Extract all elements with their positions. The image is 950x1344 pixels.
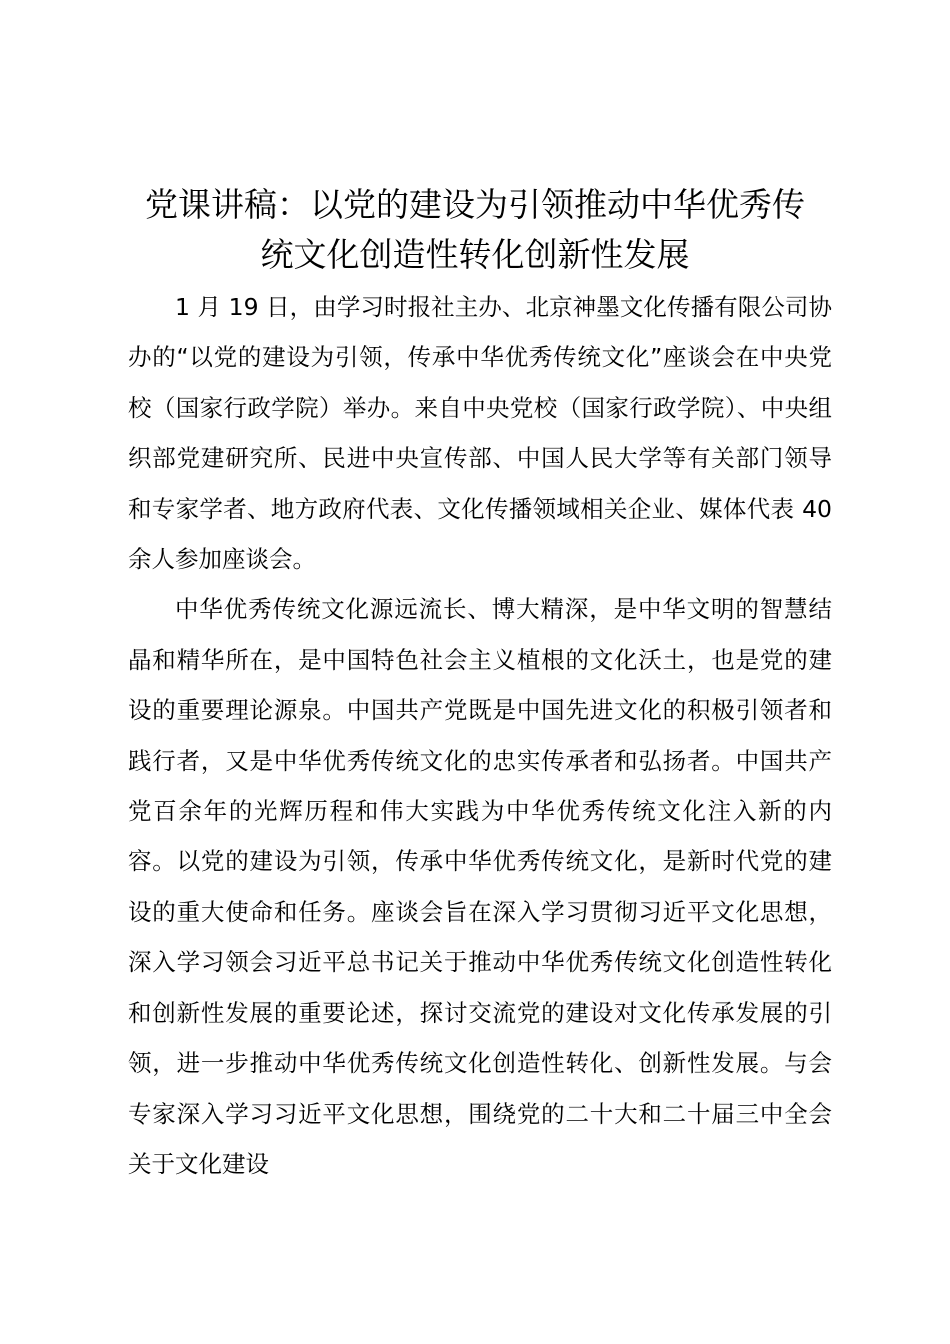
title-line-1: 党课讲稿：以党的建设为引领推动中华优秀传	[145, 185, 805, 224]
paragraph-2: 中华优秀传统文化源远流长、博大精深，是中华文明的智慧结晶和精华所在，是中国特色社会主义植根的文化沃土，也是党的建设的重要理论源泉。中国共产党既是中国先进文化的积极引领者和践行者，又是中华优秀传统文化的忠实传承者和弘扬者。中国共产党百余年的光辉历程和伟大实践为中华优秀传统文化注入新的内容。以党的建设为引领，传承中华优秀传统文化，是新时代党的建设的重大使命和任务。座谈会旨在深入学习贯彻习近平文化思想，深入学习领会习近平总书记关于推动中华优秀传统文化创造性转化和创新性发展的重要论述，探讨交流党的建设对文化传承发展的引领，进一步推动中华优秀传统文化创造性转化、创新性发展。与会专家深入学习习近平文化思想，围绕党的二十大和二十届三中全会关于文化建设	[128, 595, 832, 1178]
paragraph-1: 1 月 19 日，由学习时报社主办、北京神墨文化传播有限公司协办的“以党的建设为引领，传承中华优秀传统文化”座谈会在中央党校（国家行政学院）举办。来自中央党校（国家行政学院）、中央组织部党建研究所、民进中央宣传部、中国人民大学等有关部门领导和专家学者、地方政府代表、文化传播领域相关企业、媒体代表 40 余人参加座谈会。	[128, 293, 832, 574]
document-body	[128, 282, 832, 1189]
document-title	[110, 180, 840, 280]
title-line-2: 统文化创造性转化创新性发展	[260, 235, 690, 274]
